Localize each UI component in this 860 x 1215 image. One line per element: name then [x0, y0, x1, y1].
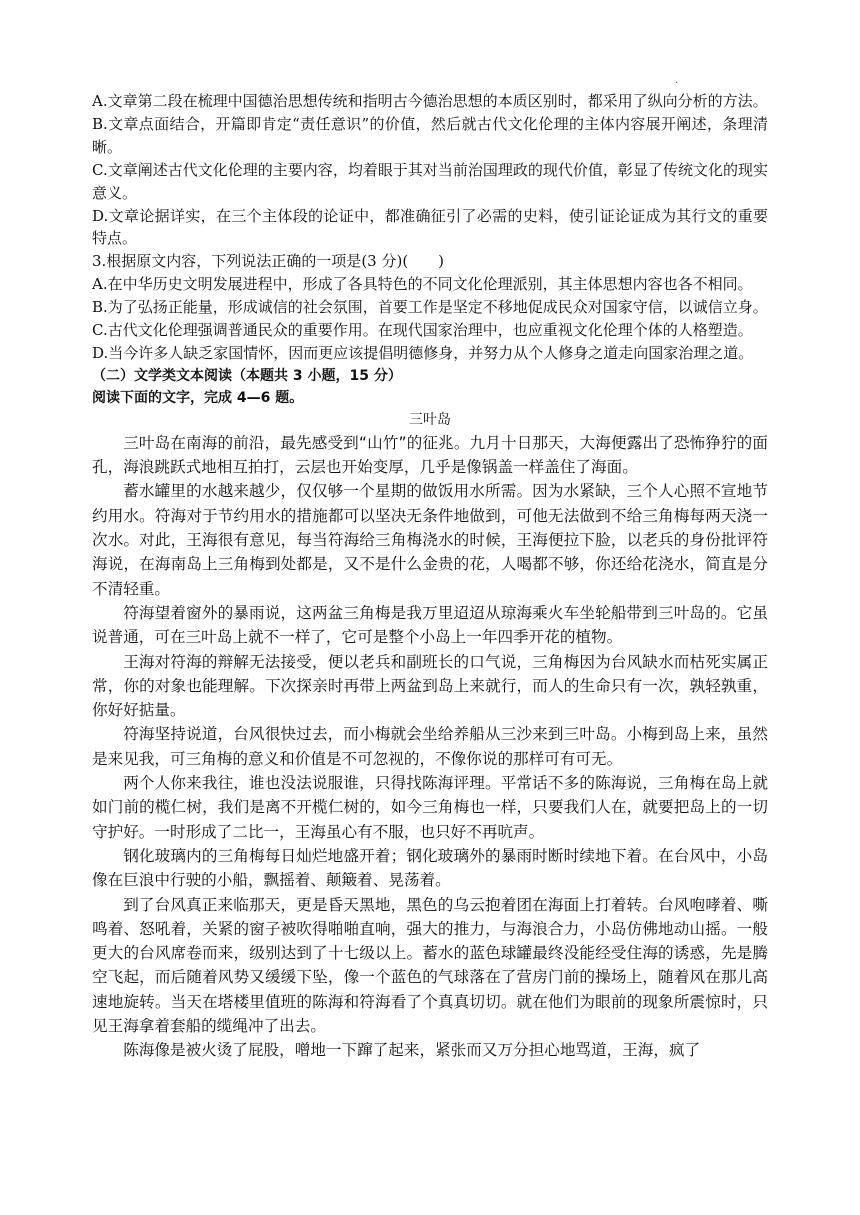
document-content: [92, 90, 768, 1063]
story-paragraph: 到了台风真正来临那天，更是昏天黑地，黑色的乌云抱着团在海面上打着转。台风咆哮着、嘶鸣着、怒吼着，关紧的窗子被吹得啪啪直响，强大的推力，与海浪合力，小岛仿佛地动山摇。一般更大的台风席卷而来，级别达到了十七级以上。蓄水的蓝色球罐最终没能经受住海的诱惑，先是腾空飞起，而后随着风势又缓缓下坠，像一个蓝色的气球落在了营房门前的操场上，随着风在那儿高速地旋转。当天在塔楼里值班的陈海和符海看了个真真切切。就在他们为眼前的现象所震惊时，只见王海拿着套船的缆绳冲了出去。: [92, 895, 768, 1035]
option-3d: D.当今许多人缺乏家国情怀，因而更应该提倡明德修身，并努力从个人修身之道走向国家治理之道。: [92, 343, 754, 362]
option-3b: B.为了弘扬正能量，形成诚信的社会氛围，首要工作是坚定不移地促成民众对国家守信，以诚信立身。: [92, 298, 768, 317]
reading-instruction: 阅读下面的文字，完成 4—6 题。: [92, 389, 304, 406]
option-2b: B.文章点面结合，开篇即肯定“责任意识”的价值，然后就古代文化伦理的主体内容展开阐述，条理清晰。: [92, 114, 768, 156]
section-heading: （二）文学类文本阅读（本题共 3 小题，15 分）: [92, 367, 402, 384]
story-paragraph: 王海对符海的辩解无法接受，便以老兵和副班长的口气说，三角梅因为台风缺水而枯死实属正常，你的对象也能理解。下次探亲时再带上两盆到岛上来就行，而人的生命只有一次，孰轻孰重，你好好掂量。: [92, 652, 768, 720]
story-title: 三叶岛: [409, 411, 451, 428]
story-body: [92, 431, 768, 1063]
option-2d: D.文章论据详实，在三个主体段的论证中，都准确征引了必需的史料，使引证论证成为其行文的重要特点。: [92, 206, 768, 248]
story-paragraph: 陈海像是被火烫了屁股，噌地一下蹿了起来，紧张而又万分担心地骂道，王海，疯了: [123, 1041, 701, 1060]
option-3a: A.在中华历史文明发展进程中，形成了各具特色的不同文化伦理派别，其主体思想内容也各不相同。: [92, 275, 753, 294]
option-2c: C.文章阐述古代文化伦理的主要内容，均着眼于其对当前治国理政的现代价值，彰显了传统文化的现实意义。: [92, 160, 768, 202]
story-paragraph: 钢化玻璃内的三角梅每日灿烂地盛开着；钢化玻璃外的暴雨时断时续地下着。在台风中，小岛像在巨浪中行驶的小船，飘摇着、颠簸着、晃荡着。: [92, 846, 768, 890]
story-paragraph: 符海望着窗外的暴雨说，这两盆三角梅是我万里迢迢从琼海乘火车坐轮船带到三叶岛的。它虽说普通，可在三叶岛上就不一样了，它可是整个小岛上一年四季开花的植物。: [92, 603, 768, 647]
story-paragraph: 三叶岛在南海的前沿，最先感受到“山竹”的征兆。九月十日那天，大海便露出了恐怖狰狞的面孔，海浪跳跃式地相互拍打，云层也开始变厚，几乎是像锅盖一样盖住了海面。: [92, 433, 768, 477]
option-2a: A.文章第二段在梳理中国德治思想传统和指明古今德治思想的本质区别时，都采用了纵向分析的方法。: [92, 92, 768, 110]
question3-options: [92, 273, 768, 365]
story-paragraph: 两个人你来我往，谁也没法说服谁，只得找陈海评理。平常话不多的陈海说，三角梅在岛上就如门前的榄仁树，我们是离不开榄仁树的，如今三角梅也一样，只要我们人在，就要把岛上的一切守护好。一时形成了二比一，王海虽心有不服，也只好不再吭声。: [92, 774, 768, 841]
story-paragraph: 符海坚持说道，台风很快过去，而小梅就会坐给养船从三沙来到三叶岛。小梅到岛上来，虽然是来见我，可三角梅的意义和价值是不可忽视的，不像你说的那样可有可无。: [92, 725, 768, 768]
story-paragraph: 蓄水罐里的水越来越少，仅仅够一个星期的做饭用水所需。因为水紧缺，三个人心照不宣地节约用水。符海对于节约用水的措施都可以坚决无条件地做到，可他无法做到不给三角梅每两天浇一次水。对此，王海很有意见，每当符海给三角梅浇水的时候，王海便拉下脸，以老兵的身份批评符海说，在海南岛上三角梅到处都是，又不是什么金贵的花，人喝都不够，你还给花浇水，简直是分不清轻重。: [92, 482, 768, 598]
question2-options: [92, 90, 768, 250]
option-3c: C.古代文化伦理强调普通民众的重要作用。在现代国家治理中，也应重视文化伦理个体的人格塑造。: [92, 321, 753, 340]
page-mark: ·: [675, 78, 679, 89]
question3-stem: 3.根据原文内容，下列说法正确的一项是(3 分)( ): [92, 252, 445, 271]
